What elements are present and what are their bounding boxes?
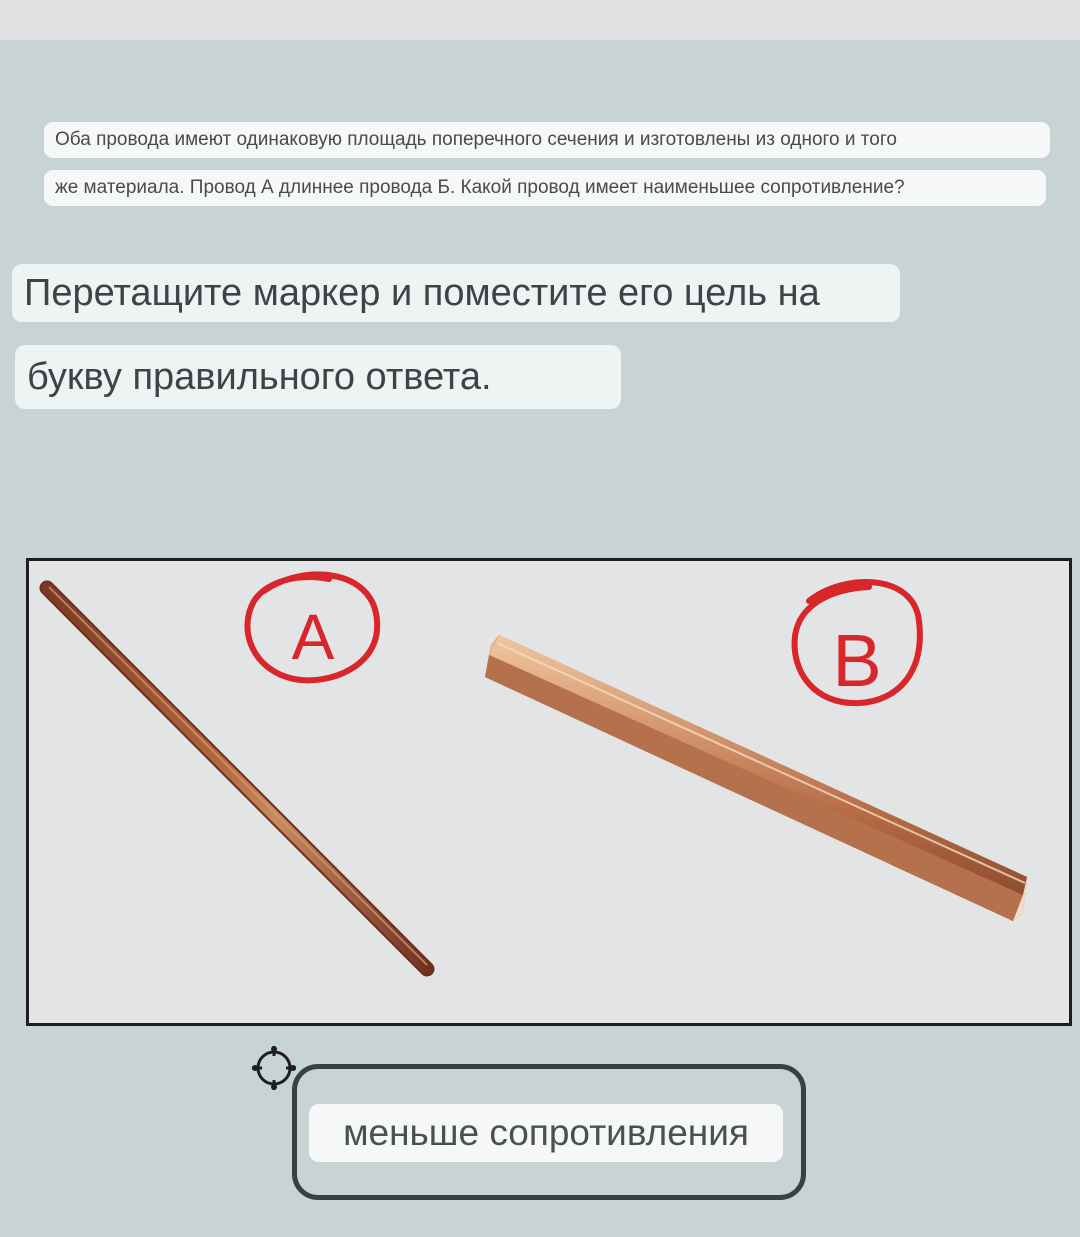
wire-b xyxy=(485,635,1027,921)
option-a-letter: A xyxy=(291,601,335,673)
drop-zone-label: меньше сопротивления xyxy=(309,1104,783,1162)
instruction-text-line-1: Перетащите маркер и поместите его цель на xyxy=(12,264,900,322)
option-b-label[interactable] xyxy=(795,582,920,703)
instruction-text-line-2: букву правильного ответа. xyxy=(15,345,621,409)
question-text-line-1: Оба провода имеют одинаковую площадь поперечного сечения и изготовлены из одного и того xyxy=(44,122,1050,158)
option-a-label[interactable] xyxy=(247,574,377,680)
wires-image xyxy=(26,558,1072,1026)
wires-illustration xyxy=(29,561,1069,1023)
wire-a xyxy=(47,587,427,969)
option-b-letter: B xyxy=(832,619,882,702)
top-bar xyxy=(0,0,1080,40)
question-text-line-2: же материала. Провод А длиннее провода Б. Какой провод имеет наименьшее сопротивление? xyxy=(44,170,1046,206)
